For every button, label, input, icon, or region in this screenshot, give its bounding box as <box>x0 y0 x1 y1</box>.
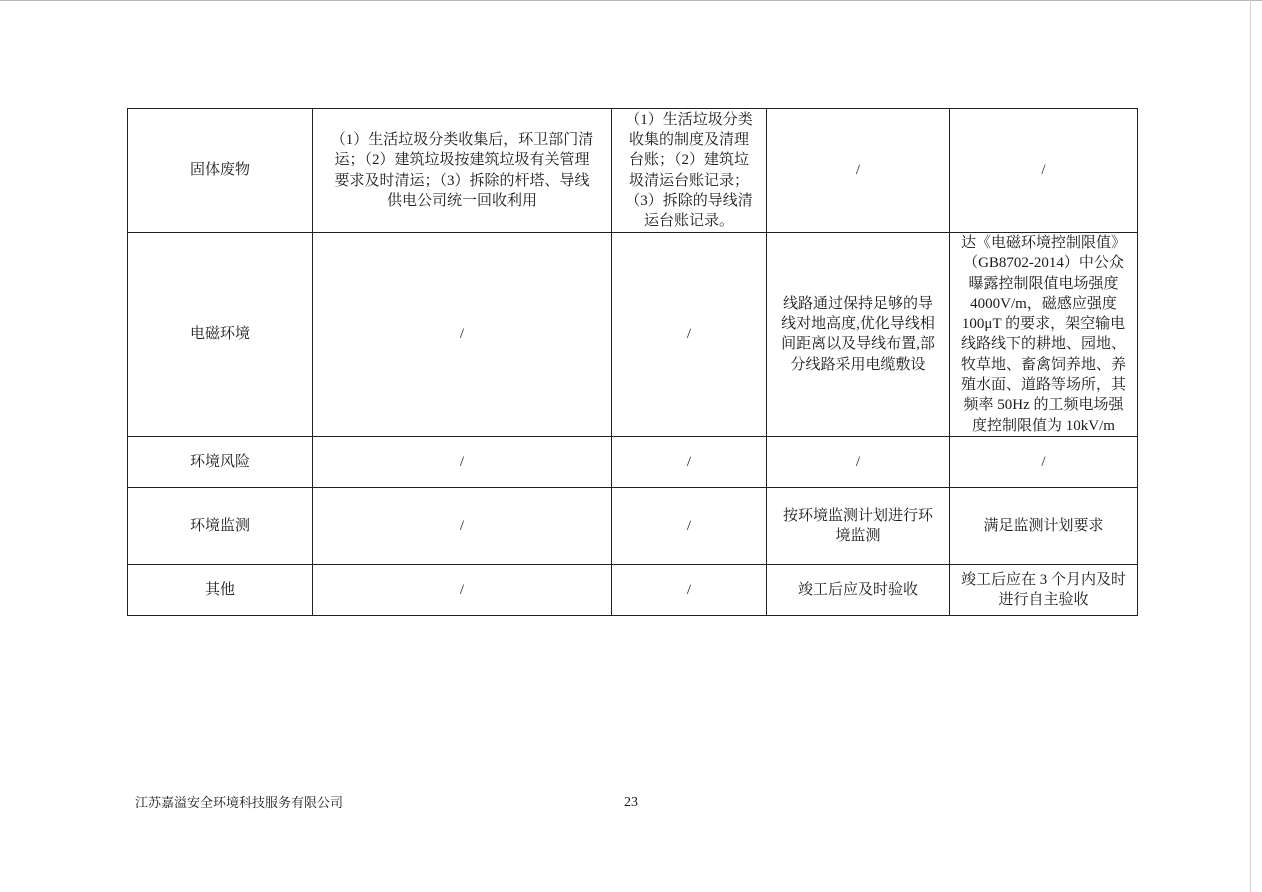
table-row-other <box>128 564 1138 615</box>
table-cell: / <box>612 436 767 487</box>
table-cell: / <box>313 487 612 564</box>
table-cell: / <box>950 109 1138 233</box>
page-frame-right-line <box>1250 0 1251 892</box>
row-category-cell: 电磁环境 <box>128 233 313 437</box>
table-cell: / <box>767 109 950 233</box>
table-cell: 按环境监测计划进行环 境监测 <box>767 487 950 564</box>
page-number: 23 <box>624 795 638 810</box>
table-cell: / <box>313 564 612 615</box>
table-row-environmental-risk <box>128 436 1138 487</box>
row-category-cell: 环境风险 <box>128 436 313 487</box>
table-cell: / <box>612 233 767 437</box>
table-cell: 线路通过保持足够的导 线对地高度,优化导线相 间距离以及导线布置,部 分线路采用电缆敷设 <box>767 233 950 437</box>
row-category-cell: 其他 <box>128 564 313 615</box>
table-cell: / <box>767 436 950 487</box>
table-row-electromagnetic <box>128 233 1138 437</box>
table-cell: （1）生活垃圾分类 收集的制度及清理 台账；（2）建筑垃 圾清运台账记录； （3）拆除的导线清 运台账记录。 <box>612 109 767 233</box>
table-cell: / <box>612 487 767 564</box>
page-frame-top-line <box>0 0 1262 1</box>
table-cell: 竣工后应及时验收 <box>767 564 950 615</box>
footer-company-name: 江苏嘉溢安全环境科技服务有限公司 <box>135 795 344 810</box>
environmental-measures-table <box>127 108 1138 616</box>
table-cell: / <box>612 564 767 615</box>
table-cell: / <box>950 436 1138 487</box>
table-cell: 达《电磁环境控制限值》 （GB8702-2014）中公众 曝露控制限值电场强度 4000V/m，磁感应强度 100μT 的要求，架空输电 线路线下的耕地、园地、 牧草地、畜禽饲养地、养 殖水面、道路等场所，其 频率 50Hz 的工频电场强 度控制限值为 10kV/m <box>950 233 1138 437</box>
table-row-solid-waste <box>128 109 1138 233</box>
row-category-cell: 环境监测 <box>128 487 313 564</box>
table-cell: （1）生活垃圾分类收集后，环卫部门清 运；（2）建筑垃圾按建筑垃圾有关管理 要求及时清运；（3）拆除的杆塔、导线 供电公司统一回收利用 <box>313 109 612 233</box>
row-category-cell: 固体废物 <box>128 109 313 233</box>
table-cell: 竣工后应在 3 个月内及时 进行自主验收 <box>950 564 1138 615</box>
table-cell: 满足监测计划要求 <box>950 487 1138 564</box>
table-cell: / <box>313 436 612 487</box>
table-cell: / <box>313 233 612 437</box>
table-row-environmental-monitoring <box>128 487 1138 564</box>
